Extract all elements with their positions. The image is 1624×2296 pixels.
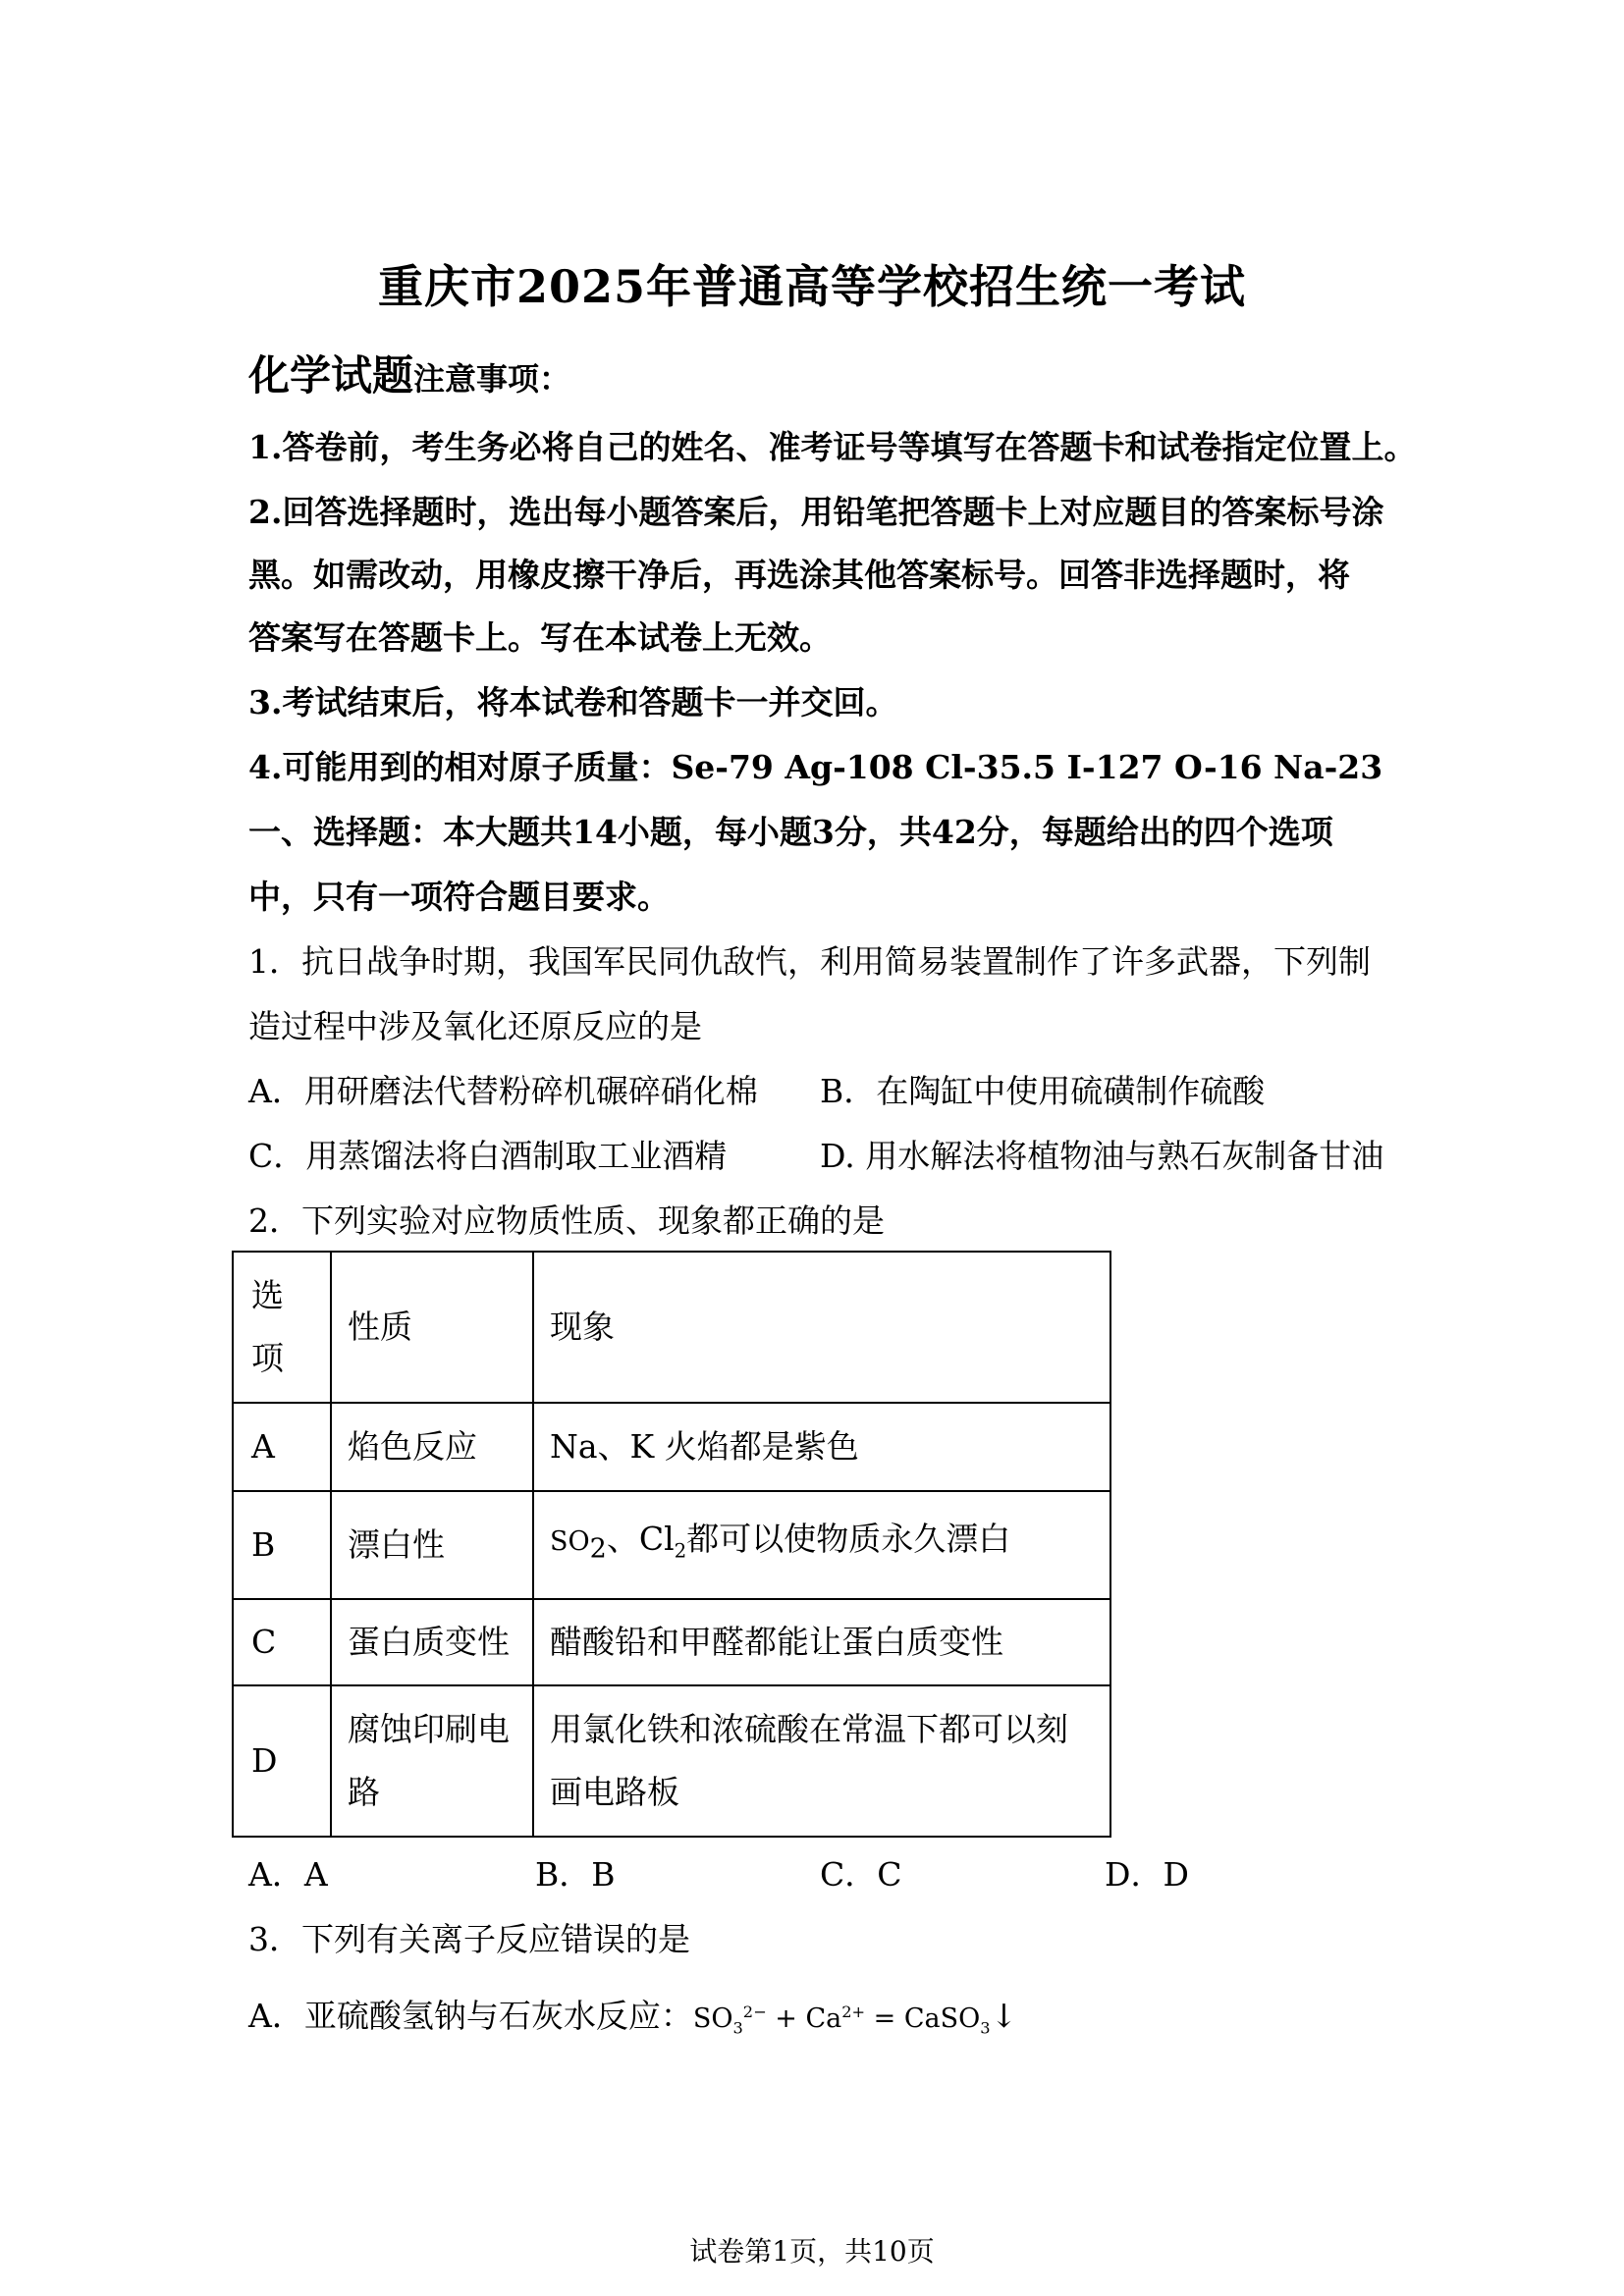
cl2-subscript: 2 bbox=[674, 1539, 687, 1563]
row-d-property bbox=[331, 1685, 533, 1837]
q3-stem: 3．下列有关离子反应错误的是 bbox=[248, 1920, 690, 1958]
so3-subscript: 3 bbox=[732, 2018, 743, 2038]
table-row bbox=[233, 1599, 1110, 1685]
subject-title: 化学试题 bbox=[248, 351, 414, 400]
ca-formula: + Ca bbox=[766, 2003, 842, 2034]
table-row bbox=[233, 1491, 1110, 1599]
row-b-property: 漂白性 bbox=[331, 1491, 533, 1599]
subject-heading bbox=[248, 344, 570, 402]
so2-formula: SO bbox=[550, 1525, 590, 1557]
caso3-subscript: 3 bbox=[980, 2018, 991, 2038]
notice-heading: 注意事项： bbox=[413, 360, 571, 398]
row-d-phenomenon-line-2: 画电路板 bbox=[550, 1773, 679, 1811]
notice-3: 3.考试结束后，将本试卷和答题卡一并交回。 bbox=[248, 683, 898, 721]
row-c-option: C bbox=[233, 1599, 331, 1685]
q1-option-d: D. 用水解法将植物油与熟石灰制备甘油 bbox=[820, 1137, 1384, 1175]
q2-answer-b: B．B bbox=[535, 1855, 616, 1894]
row-b-phenomenon bbox=[533, 1491, 1110, 1599]
row-b-option: B bbox=[233, 1491, 331, 1599]
notice-2-line-1: 2.回答选择题时，选出每小题答案后，用铅笔把答题卡上对应题目的答案标号涂 bbox=[248, 493, 1384, 531]
q3-option-a-text: A．亚硫酸氢钠与石灰水反应： bbox=[248, 1997, 693, 2035]
caso3-formula: = CaSO bbox=[865, 2003, 981, 2034]
notice-2-line-2: 黑。如需改动，用橡皮擦干净后，再选涂其他答案标号。回答非选择题时，将 bbox=[248, 556, 1350, 594]
so3-formula: SO bbox=[692, 2003, 733, 2034]
exam-title: 重庆市2025年普通高等学校招生统一考试 bbox=[377, 260, 1247, 313]
row-d-property-line-2: 路 bbox=[348, 1773, 380, 1811]
table-header-row bbox=[233, 1252, 1110, 1403]
q1-option-b: B．在陶缸中使用硫磺制作硫酸 bbox=[820, 1072, 1266, 1110]
row-d-phenomenon bbox=[533, 1685, 1110, 1837]
table-row bbox=[233, 1685, 1110, 1837]
row-c-phenomenon: 醋酸铅和甲醛都能让蛋白质变性 bbox=[533, 1599, 1110, 1685]
row-d-property-line-1: 腐蚀印刷电 bbox=[348, 1710, 510, 1748]
notice-1: 1.答卷前，考生务必将自己的姓名、准考证号等填写在答题卡和试卷指定位置上。 bbox=[248, 428, 1417, 466]
row-a-option: A bbox=[233, 1403, 331, 1491]
section-1-heading-line-1: 一、选择题：本大题共14小题，每小题3分，共42分，每题给出的四个选项 bbox=[248, 813, 1333, 851]
header-option-line-1: 选 bbox=[251, 1276, 284, 1314]
q2-answer-a: A．A bbox=[248, 1855, 328, 1894]
precipitate-arrow-icon: ↓ bbox=[990, 1997, 1018, 2035]
header-option-line-2: 项 bbox=[251, 1339, 284, 1377]
so2-subscript: 2 bbox=[589, 1533, 607, 1565]
header-property: 性质 bbox=[331, 1252, 533, 1403]
q1-option-a: A．用研磨法代替粉碎机碾碎硝化棉 bbox=[248, 1072, 758, 1110]
q2-answer-c: C．C bbox=[820, 1855, 902, 1894]
q1-stem-line-1: 1．抗日战争时期，我国军民同仇敌忾，利用简易装置制作了许多武器，下列制 bbox=[248, 942, 1371, 981]
table-row bbox=[233, 1403, 1110, 1491]
q2-answer-d: D．D bbox=[1105, 1855, 1189, 1894]
q3-option-a-equation bbox=[692, 1997, 1018, 2038]
page-footer: 试卷第1页，共10页 bbox=[689, 2235, 935, 2268]
row-a-property: 焰色反应 bbox=[331, 1403, 533, 1491]
cl2-formula: 、Cl bbox=[606, 1519, 675, 1558]
row-d-phenomenon-line-1: 用氯化铁和浓硫酸在常温下都可以刻 bbox=[550, 1710, 1068, 1748]
notice-4: 4.可能用到的相对原子质量：Se-79 Ag-108 Cl-35.5 I-127 O-16 Na-23 bbox=[248, 748, 1383, 786]
ca-charge: 2+ bbox=[841, 2002, 866, 2021]
q2-stem: 2．下列实验对应物质性质、现象都正确的是 bbox=[248, 1201, 885, 1240]
q1-stem-line-2: 造过程中涉及氧化还原反应的是 bbox=[248, 1007, 702, 1045]
notice-2-line-3: 答案写在答题卡上。写在本试卷上无效。 bbox=[248, 618, 832, 657]
row-a-phenomenon: Na、K 火焰都是紫色 bbox=[533, 1403, 1110, 1491]
header-option bbox=[233, 1252, 331, 1403]
section-1-heading-line-2: 中，只有一项符合题目要求。 bbox=[248, 878, 670, 916]
q1-option-c: C．用蒸馏法将白酒制取工业酒精 bbox=[248, 1137, 728, 1175]
q2-table bbox=[232, 1251, 1111, 1838]
row-b-phenomenon-text: 都可以使物质永久漂白 bbox=[686, 1519, 1011, 1558]
header-phenomenon: 现象 bbox=[533, 1252, 1110, 1403]
so3-charge: 2− bbox=[742, 2002, 767, 2021]
row-d-option: D bbox=[233, 1685, 331, 1837]
row-c-property: 蛋白质变性 bbox=[331, 1599, 533, 1685]
q3-option-a bbox=[248, 1991, 1017, 2037]
